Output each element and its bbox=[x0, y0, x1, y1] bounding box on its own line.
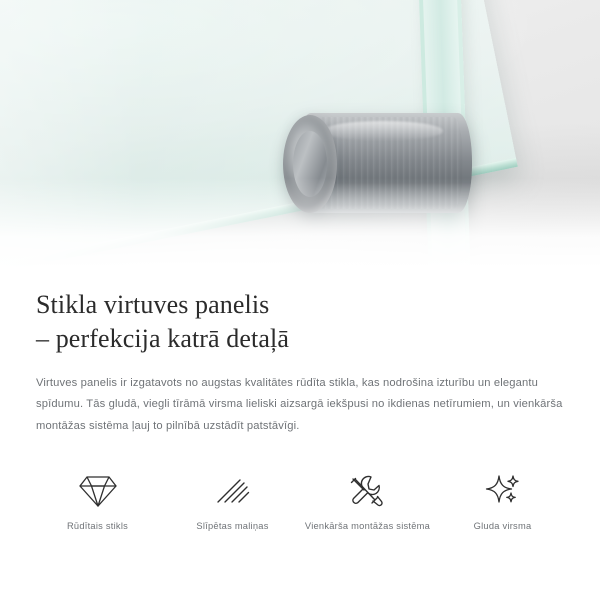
feature-label: Slīpētas maliņas bbox=[196, 521, 269, 531]
content-block bbox=[0, 268, 600, 438]
feature-item-tempered-glass bbox=[30, 470, 165, 532]
body-paragraph: Virtuves panelis ir izgatavots no augstas kvalitātes rūdīta stikla, kas nodrošina izturību un elegantu spīdumu. Tās gludā, viegli tīrāmā virsma lieliski aizsargā iekšpusi no ikdienas netīrumiem, un vienkārša montāžas sistēma ļauj to pilnībā uzstādīt patstāvīgi. bbox=[36, 376, 563, 433]
tools-icon bbox=[300, 470, 435, 512]
feature-item-polished-edges bbox=[165, 470, 300, 532]
feature-label: Rūdītais stikls bbox=[66, 521, 129, 531]
standoff-highlight bbox=[323, 121, 443, 141]
feature-item-smooth-surface bbox=[435, 470, 570, 532]
sparkle-icon bbox=[435, 470, 570, 512]
hero-fade-overlay bbox=[0, 178, 600, 268]
feature-list bbox=[0, 470, 600, 532]
headline-line-1: Stikla virtuves panelis bbox=[36, 290, 270, 319]
polished-edges-icon bbox=[165, 470, 300, 512]
feature-label: Gluda virsma bbox=[473, 521, 532, 531]
feature-label: Vienkārša montāžas sistēma bbox=[304, 521, 431, 531]
headline-line-2: – perfekcija katrā detaļā bbox=[36, 323, 289, 353]
hero-image bbox=[0, 0, 600, 268]
page-title bbox=[0, 268, 600, 356]
feature-item-easy-mounting bbox=[300, 470, 435, 532]
diamond-icon bbox=[30, 470, 165, 512]
